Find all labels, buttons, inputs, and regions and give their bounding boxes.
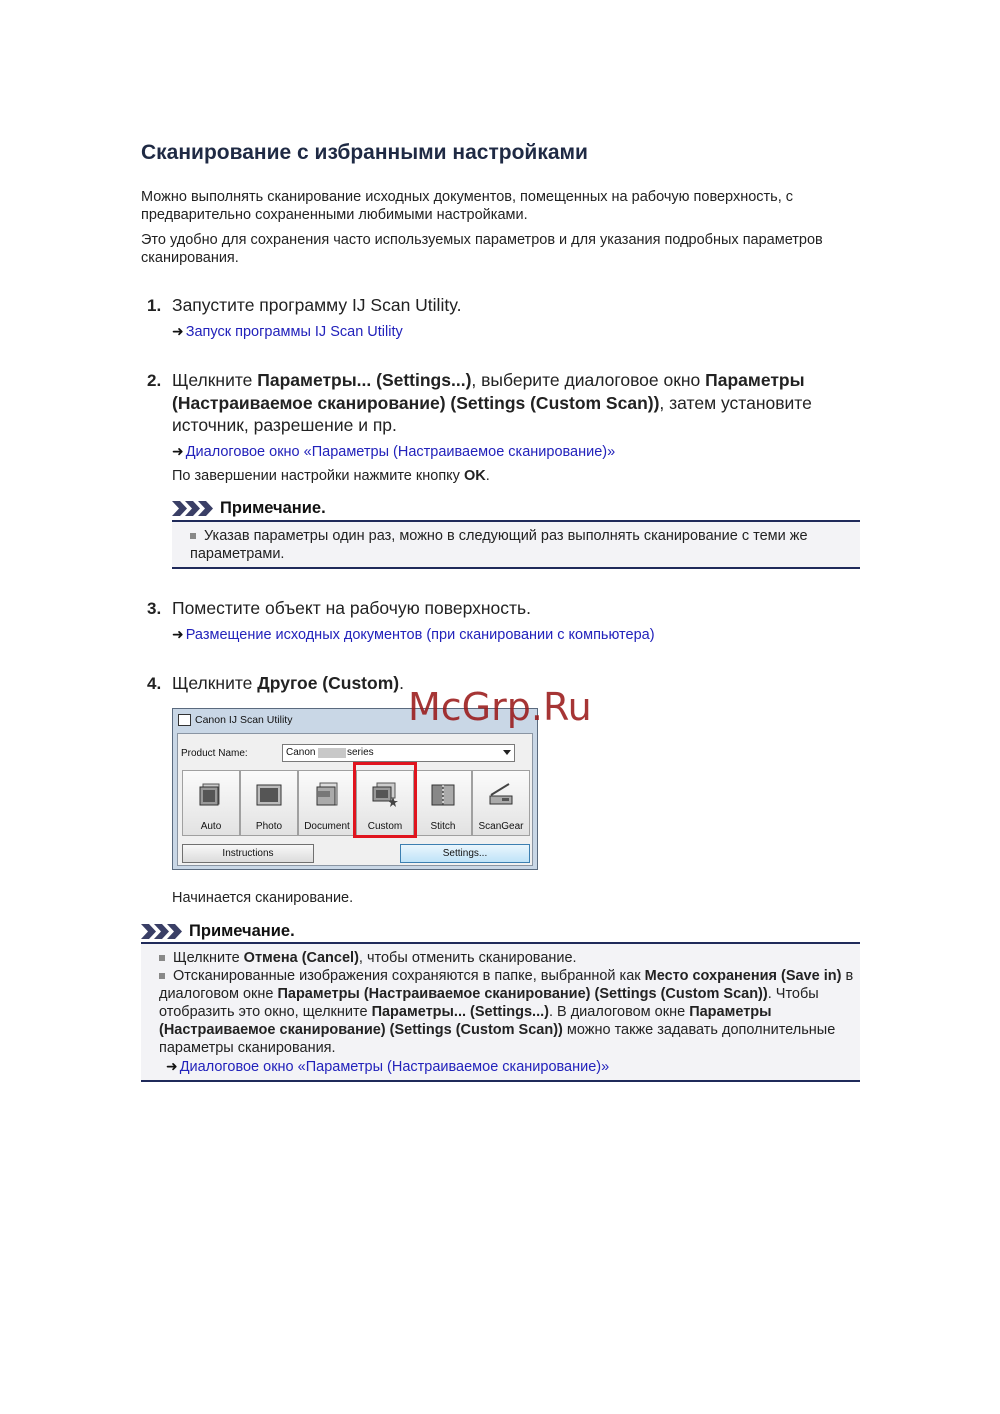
settings-button[interactable]: Settings... (400, 844, 530, 863)
step-2-text (172, 369, 862, 437)
arrow-right-icon: ➜ (172, 626, 184, 642)
step-2-after-text (172, 468, 490, 484)
product-name-label: Product Name: (181, 748, 248, 759)
note-1-bottom-rule (172, 567, 860, 569)
step-3-link-row[interactable] (172, 626, 655, 644)
note-2-text-part: можно также задавать дополнительные параметры сканирования. (159, 1022, 836, 1056)
stitch-label: Stitch (430, 821, 456, 832)
custom-label: Custom (367, 821, 403, 832)
ok-ref: OK (463, 468, 486, 484)
pdf-document-icon (313, 781, 341, 809)
note-2-text-part: Отсканированные изображения сохраняются в папке, выбранной как (173, 968, 645, 984)
window-title: Canon IJ Scan Utility (195, 714, 293, 726)
step-2-settings-ref: Параметры... (Settings...) (257, 370, 472, 390)
custom-highlight-frame (353, 762, 417, 838)
note-1-title: Примечание. (220, 499, 326, 517)
step-3-link[interactable]: Размещение исходных документов (при сканировании с компьютера) (185, 627, 655, 643)
note-2-bottom-rule (141, 1080, 860, 1082)
arrow-right-icon: ➜ (172, 323, 184, 339)
step-2-link-row[interactable] (172, 443, 615, 461)
intro-paragraph-2: Это удобно для сохранения часто используемых параметров и для указания подробных параметров сканирования. (141, 232, 823, 266)
cancel-ref: Отмена (Cancel) (243, 950, 359, 966)
auto-label: Auto (200, 821, 222, 832)
arrow-right-icon: ➜ (166, 1058, 178, 1074)
step-4-number: 4. (147, 674, 162, 693)
step-4-text-part: Щелкните (172, 673, 258, 693)
note-chevrons-icon (141, 924, 183, 939)
chevron-down-icon (503, 750, 511, 755)
scanner-icon (487, 781, 515, 809)
step-3-number: 3. (147, 599, 162, 618)
note-2-item-2 (159, 967, 854, 1057)
document-button[interactable] (298, 770, 356, 836)
document-label: Document (304, 821, 350, 832)
product-name-value: Canon (286, 747, 316, 758)
note-2-link-row[interactable] (166, 1058, 609, 1076)
auto-button[interactable] (182, 770, 240, 836)
step-2-number: 2. (147, 371, 162, 390)
product-name-select[interactable] (282, 744, 515, 762)
step-1-link[interactable]: Запуск программы IJ Scan Utility (185, 324, 403, 340)
scangear-label: ScanGear (478, 821, 524, 832)
product-series: series (347, 747, 374, 758)
note-chevrons-icon (172, 501, 214, 516)
bullet-square-icon (159, 955, 165, 961)
note-2-text-part: . Чтобы отобразить это окно, щелкните (159, 986, 819, 1020)
step-2-link[interactable]: Диалоговое окно «Параметры (Настраиваемое сканирование)» (185, 444, 616, 460)
step-1-text: Запустите программу IJ Scan Utility. (172, 295, 462, 315)
page-title: Сканирование с избранными настройками (141, 141, 588, 164)
step-4-text-part: . (399, 673, 404, 693)
photo-button[interactable] (240, 770, 298, 836)
step-3-text: Поместите объект на рабочую поверхность. (172, 598, 532, 618)
settings-ref: Параметры... (Settings...) (371, 1004, 549, 1020)
stitch-icon (429, 781, 457, 809)
note-1-item-text: Указав параметры один раз, можно в следующий раз выполнять сканирование с теми же параметрами. (190, 528, 808, 562)
dialog-ref: Параметры (Настраиваемое сканирование) (Settings (Custom Scan)) (277, 986, 768, 1002)
step-2-dialog-ref: Параметры (Настраиваемое сканирование) (Settings (Custom Scan)) (172, 370, 805, 413)
bullet-square-icon (190, 533, 196, 539)
note-2-text-part: в диалоговом окне (159, 968, 854, 1002)
arrow-right-icon: ➜ (172, 443, 184, 459)
note-2-item-1 (159, 949, 854, 967)
bullet-square-icon (159, 973, 165, 979)
watermark: McGrp.Ru (408, 685, 592, 729)
step-1-link-row[interactable] (172, 323, 403, 341)
note-1-body (172, 522, 860, 567)
note-2-heading (141, 922, 295, 941)
model-redaction (318, 748, 346, 758)
step-1-number: 1. (147, 296, 162, 315)
photo-icon (255, 781, 283, 809)
note-2-text-part: Щелкните (173, 950, 244, 966)
custom-ref: Другое (Custom) (257, 673, 400, 693)
scan-utility-window (172, 708, 538, 870)
photo-label: Photo (255, 821, 283, 832)
intro-paragraph-1: Можно выполнять сканирование исходных документов, помещенных на рабочую поверхность, с предварительно сохраненными любимыми настройками. (141, 189, 794, 223)
save-in-ref: Место сохранения (Save in) (644, 968, 842, 984)
note-2-link[interactable]: Диалоговое окно «Параметры (Настраиваемое сканирование)» (179, 1059, 610, 1075)
note-2-body (141, 944, 860, 1080)
step-2-text-part: Щелкните (172, 370, 258, 390)
note-1-heading (172, 499, 326, 518)
note-2-text-part: . В диалоговом окне (548, 1004, 690, 1020)
step-2-text-part: , затем установите источник, разрешение и пр. (172, 392, 812, 435)
step-2-after-part: По завершении настройки нажмите кнопку (172, 468, 464, 484)
note-1-item (190, 527, 850, 563)
note-2-title: Примечание. (189, 922, 295, 940)
window-content (177, 733, 533, 866)
instructions-button[interactable]: Instructions (182, 844, 314, 863)
step-2-after-part: . (485, 468, 490, 484)
auto-scan-icon (197, 781, 225, 809)
stitch-button[interactable] (414, 770, 472, 836)
step-4-after-text: Начинается сканирование. (172, 890, 354, 906)
note-2-text-part: , чтобы отменить сканирование. (358, 950, 577, 966)
app-icon (178, 714, 191, 726)
dialog-ref: Параметры (Настраиваемое сканирование) (Settings (Custom Scan)) (159, 1004, 772, 1038)
scangear-button[interactable] (472, 770, 530, 836)
step-2-text-part: , выберите диалоговое окно (471, 370, 706, 390)
